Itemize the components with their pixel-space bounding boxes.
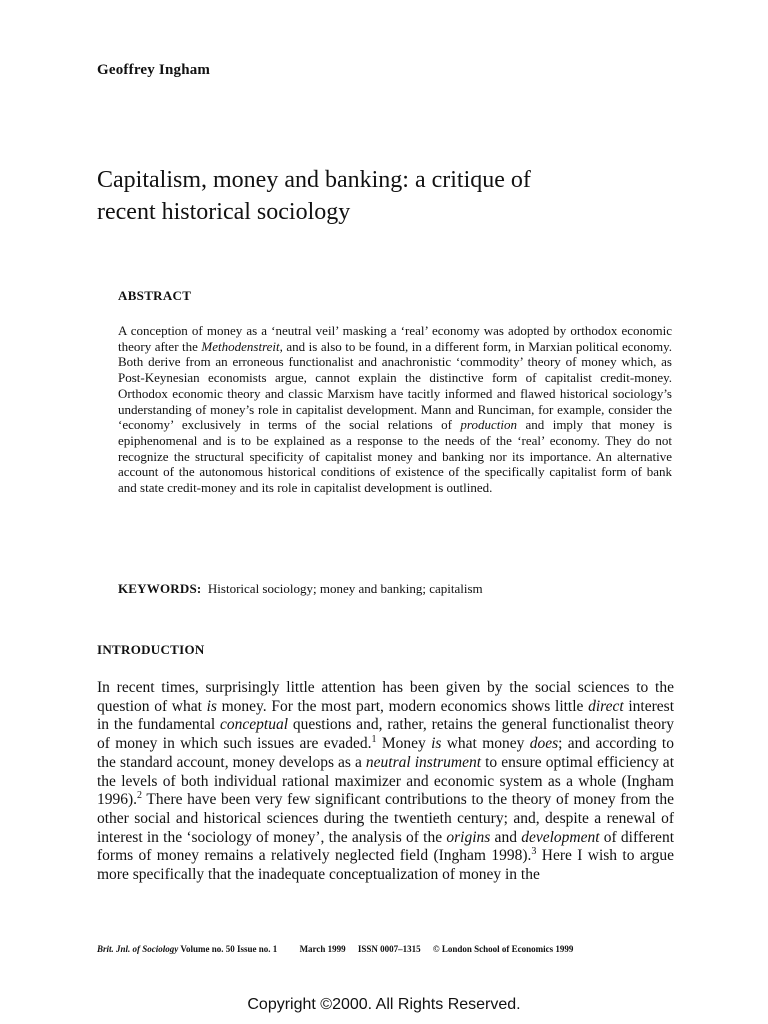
article-title: [97, 164, 697, 228]
keywords-text: Historical sociology; money and banking; capitalism: [207, 581, 483, 596]
abstract-text: A conception of money as a ‘neutral veil’ masking a ‘real’ economy was adopted by orthodox economic theory after the Methodenstreit, and is also to be found, in a different form, in Marxian political economy. Both derive from an erroneous functionalist and anachronistic ‘commodity’ theory of money which, as Post-Keynesian economists argue, cannot explain the distinctive form of capitalist credit-money. Orthodox economic theory and classic Marxism have tacitly informed and flawed historical sociology’s understanding of money’s role in capitalist development. Mann and Runciman, for example, consider the ‘economy’ exclusively in terms of the social relations of production and imply that money is epiphenomenal and is to be explained as a response to the needs of the ‘real’ economy. They do not recognize the structural specificity of capitalist money and banking nor its importance. An alternative account of the autonomous historical conditions of existence of the specifically capitalist form of bank and state credit-money and its role in capitalist development is outlined.: [118, 323, 673, 496]
footnote-ref-3: 3: [531, 846, 537, 858]
keywords: [118, 581, 672, 597]
journal-copyright: © London School of Economics 1999: [432, 944, 574, 954]
introduction-text: In recent times, surprisingly little attention has been given by the social sciences to the question of what is money. For the most part, modern economics shows little direct interest in the fundamental conceptual questions and, rather, retains the general functionalist theory of money in which such issues are evaded.$^1$ Money is what money does; and according to the standard account, money develops as a neutral instrument to ensure optimal efficiency at the levels of both individual rational maximizer and economic system as a whole (Ingham 1996).$^2$ There have been very few significant contributions to the theory of money from the other social and historical sciences during the twentieth century; and, despite a renewal of interest in the ‘sociology of money’, the analysis of the origins and development of different forms of money remains a relatively neglected field (Ingham 1998).$^3$ Here I wish to argue more specifically that the inadequate conceptualization of money in the: [97, 679, 674, 884]
page-copyright: Copyright ©2000. All Rights Reserved.: [247, 996, 521, 1013]
journal-volume: Volume no. 50 Issue no. 1: [180, 944, 278, 954]
journal-name: Brit. Jnl. of Sociology: [97, 944, 179, 954]
author-name: Geoffrey Ingham: [97, 62, 211, 78]
journal-issn: ISSN 0007–1315: [357, 944, 421, 954]
title-line-2: recent historical sociology: [97, 199, 351, 225]
journal-footer: [97, 944, 583, 954]
keywords-label: KEYWORDS:: [118, 581, 202, 596]
footnote-ref-2: 2: [137, 790, 143, 802]
abstract-heading: ABSTRACT: [118, 288, 192, 303]
title-line-1: Capitalism, money and banking: a critique of: [97, 167, 531, 193]
journal-date: March 1999: [299, 944, 346, 954]
footnote-ref-1: 1: [371, 733, 377, 745]
introduction-heading: INTRODUCTION: [97, 642, 205, 657]
